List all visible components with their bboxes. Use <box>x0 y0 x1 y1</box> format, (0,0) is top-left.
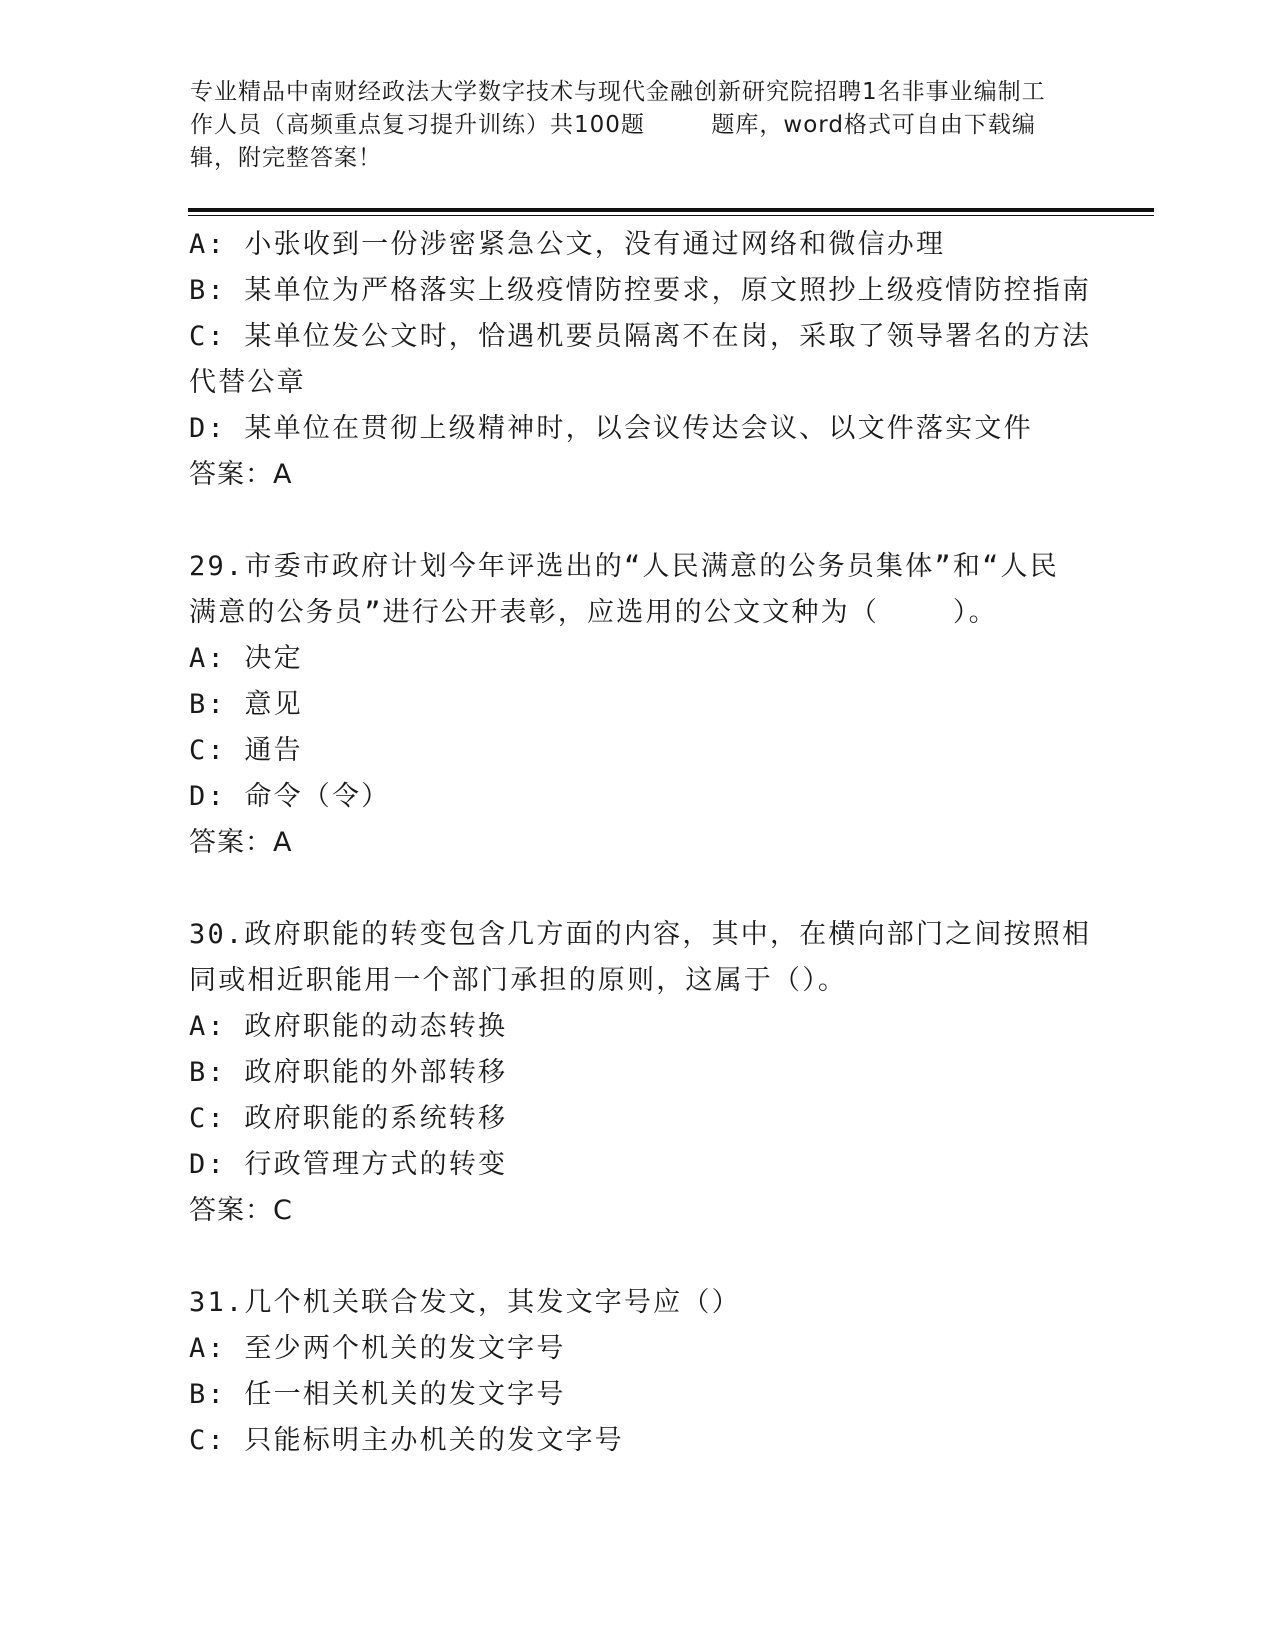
q30-option-c: C: 政府职能的系统转移 <box>189 1103 508 1134</box>
q29-option-b: B: 意见 <box>189 689 303 720</box>
q28-answer: 答案：A <box>189 459 293 490</box>
question-content <box>189 222 1092 1464</box>
question-31-block <box>189 1280 1089 1464</box>
document-header <box>190 76 1090 175</box>
q31-option-a: A: 至少两个机关的发文字号 <box>189 1333 566 1364</box>
q30-answer: 答案：C <box>189 1195 293 1226</box>
q31-stem-line-1: 31.几个机关联合发文，其发文字号应（） <box>189 1287 741 1318</box>
q29-option-d: D: 命令（令） <box>189 781 391 812</box>
q29-option-c: C: 通告 <box>189 735 303 766</box>
q29-stem-line-1: 29.市委市政府计划今年评选出的“人民满意的公务员集体”和“人民 <box>189 551 1059 582</box>
q29-stem-line-2: 满意的公务员”进行公开表彰，应选用的公文文种为（ ）。 <box>189 597 998 628</box>
q31-option-b: B: 任一相关机关的发文字号 <box>189 1379 566 1410</box>
header-divider-thick <box>188 208 1154 212</box>
spacer <box>189 498 1089 544</box>
q28-option-c-line-2: 代替公章 <box>189 367 306 398</box>
q29-option-a: A: 决定 <box>189 643 303 674</box>
q30-stem-line-1: 30.政府职能的转变包含几方面的内容，其中，在横向部门之间按照相 <box>189 919 1092 950</box>
q28-option-a: A: 小张收到一份涉密紧急公文，没有通过网络和微信办理 <box>189 229 946 260</box>
spacer <box>189 866 1089 912</box>
spacer <box>189 1234 1089 1280</box>
q28-option-c-line-1: C: 某单位发公文时，恰遇机要员隔离不在岗，采取了领导署名的方法 <box>189 321 1092 352</box>
header-line-3: 辑，附完整答案！ <box>190 145 382 171</box>
header-line-2: 作人员（高频重点复习提升训练）共100题 题库，word格式可自由下载编 <box>190 112 1036 138</box>
question-30-block <box>189 912 1092 1234</box>
q28-option-b: B: 某单位为严格落实上级疫情防控要求，原文照抄上级疫情防控指南 <box>189 275 1092 306</box>
q30-stem-line-2: 同或相近职能用一个部门承担的原则，这属于（）。 <box>189 965 848 996</box>
question-28-block <box>189 222 1092 498</box>
q29-answer: 答案：A <box>189 827 293 858</box>
q31-option-c: C: 只能标明主办机关的发文字号 <box>189 1425 624 1456</box>
header-line-1: 专业精品中南财经政法大学数字技术与现代金融创新研究院招聘1名非事业编制工 <box>190 79 1046 105</box>
q30-option-d: D: 行政管理方式的转变 <box>189 1149 508 1180</box>
q28-option-d: D: 某单位在贯彻上级精神时，以会议传达会议、以文件落实文件 <box>189 413 1033 444</box>
question-29-block <box>189 544 1089 866</box>
q30-option-a: A: 政府职能的动态转换 <box>189 1011 508 1042</box>
header-divider-thin <box>188 215 1154 216</box>
q30-option-b: B: 政府职能的外部转移 <box>189 1057 508 1088</box>
